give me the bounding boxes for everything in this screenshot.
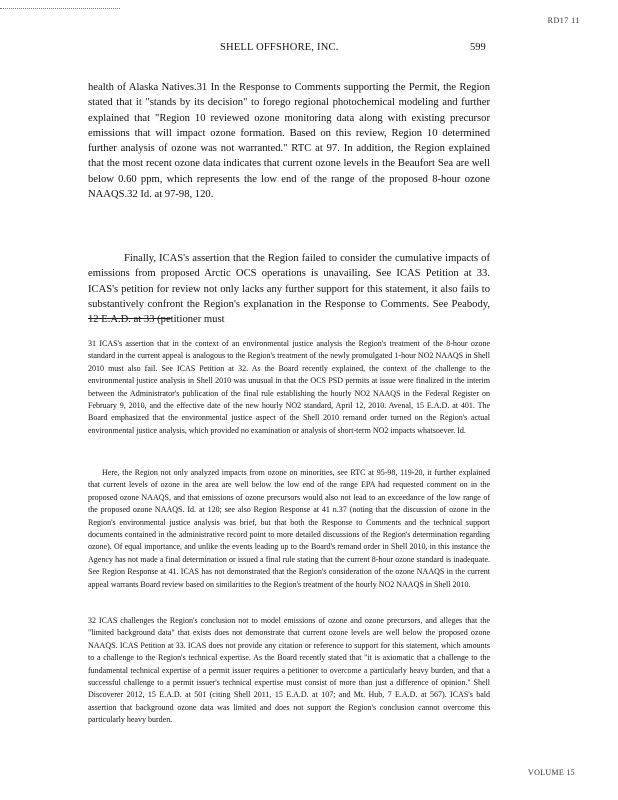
- footnote-31-continued: Here, the Region not only analyzed impacts from ozone on minorities, see RTC at 95-98, 119-20, it further explained that current levels of ozone in the area are well below the low end of the range EPA had requested comment on in the proposed ozone NAAQS, and that emissions of ozone precursors would also not lead to an exceedance of the low range of the proposed ozone NAAQS. Id. at 120; see also Region Response at 41 n.37 (noting that the discussion of ozone in the Region's environmental justice analysis was brief, but that both the Response to Comments and the technical support documents contained in the administrative record point to more detailed discussions of the Region's determination regarding ozone). Of equal importance, and unlike the events leading up to the Board's remand order in Shell 2010, in this instance the Agency has not made a final determination or issued a final rule stating that the current 8-hour ozone standard is inadequate. See Region Response at 41. ICAS has not demonstrated that the Region's consideration of the ozone NAAQS in the current appeal warrants Board review based on similarities to the Region's treatment of the hourly NO2 NAAQS in Shell 2010.: [88, 468, 490, 589]
- footnote-separator: [88, 318, 172, 319]
- header-page-number: 599: [470, 42, 486, 53]
- footnote-32: 32 ICAS challenges the Region's conclusion not to model emissions of ozone and ozone precursors, and alleges that the "limited background data" that exists does not demonstrate that current ozone levels are well below the proposed ozone NAAQS. ICAS Petition at 33. ICAS does not provide any citation or reference to support for this statement, which amounts to a challenge to the Region's technical expertise. As the Board recently stated that "it is axiomatic that a challenge to the fundamental technical expertise of a permit issuer requires a petitioner to overcome a particularly heavy burden, and that a successful challenge to a permit issuer's technical expertise must consist of more than just a difference of opinion." Shell Discoverer 2012, 15 E.A.D. at 501 (citing Shell 2011, 15 E.A.D. at 107; and Mt. Hub, 7 E.A.D. at 567). ICAS's bald assertion that background ozone data was limited and does not support the Region's conclusion cannot overcome this particularly heavy burden.: [88, 616, 490, 725]
- top-edge-rule: [0, 8, 120, 9]
- body-paragraph: health of Alaska Natives.31 In the Response to Comments supporting the Permit, the Region stated that it "stands by its decision" to forego regional photochemical modeling and further explained that "Region 10 reviewed ozone monitoring data along with existing precursor emissions that will impact ozone formation. Based on this review, Region 10 determined further analysis of ozone was not warranted." RTC at 97. In addition, the Region explained that the most recent ozone data indicates that current ozone levels in the Beaufort Sea are well below 0.60 ppm, which represents the low end of the range of the proposed 8-hour ozone NAAQS.32 Id. at 97-98, 120.: [88, 82, 490, 201]
- footnote-31: 31 ICAS's assertion that in the context of an environmental justice analysis the Region's treatment of the 8-hour ozone standard in the current appeal is analogous to the Region's treatment of the newly promulgated 1-hour NO2 NAAQS in Shell 2010 must also fail. See ICAS Petition at 32. As the Board recently explained, the context of the challenge to the environmental justice analysis in Shell 2010 was unusual in that the OCS PSD permits at issue were finalized in the interim between the Administrator's publication of the final rule establishing the hourly NO2 NAAQS in the Federal Register on February 9, 2010, and the effective date of the new hourly NO2 standard, April 12, 2010. Avenal, 15 E.A.D. at 401. The Board emphasized that the environmental justice aspect of the Shell 2010 remand order turned on the Region's actual environmental justice analysis, which provided no examination or analysis of short-term NO2 impacts whatsoever. Id.: [88, 339, 490, 435]
- volume-footer: VOLUME 15: [528, 768, 575, 777]
- corner-code: RD17 11: [547, 16, 580, 25]
- header-title: SHELL OFFSHORE, INC.: [220, 42, 339, 53]
- body-paragraph: Finally, ICAS's assertion that the Region failed to consider the cumulative impacts of emissions from proposed Arctic OCS operations is unavailing. See ICAS Petition at 33. ICAS's petition for review not only lacks any further support for this statement, it also fails to substantively confront the Region's explanation in the Response to Comments. See Peabody, 12 E.A.D. at 33 (petitioner must: [88, 253, 490, 326]
